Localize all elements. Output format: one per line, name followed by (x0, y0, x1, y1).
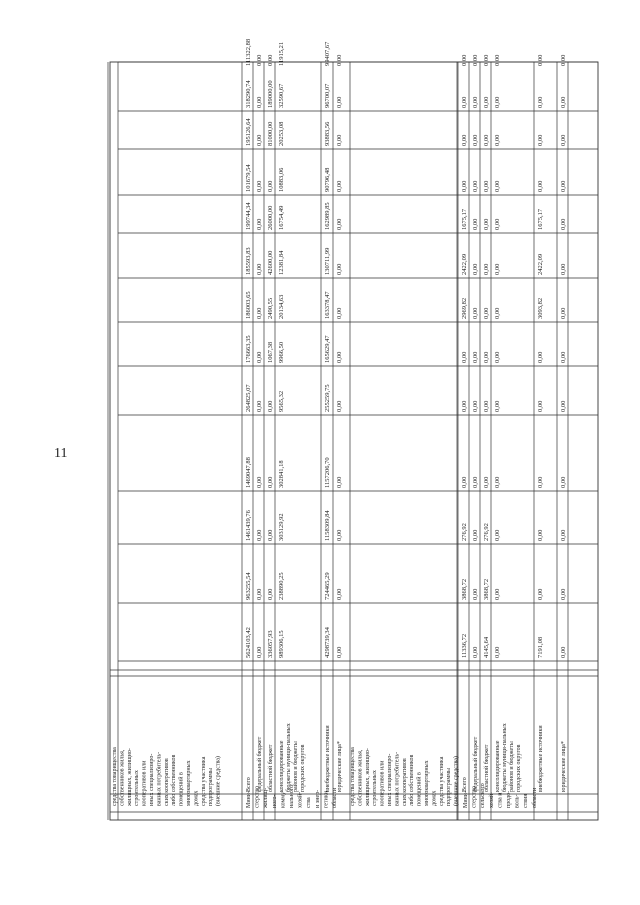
block2-value-cell: 0,00 (472, 351, 479, 363)
block2-header-line: (внешние средства) (453, 756, 460, 806)
block2-value-cell: 0,00 (560, 218, 567, 230)
block2-value-cell: 0,00 (494, 218, 501, 230)
block2-value-cell: 0,00 (537, 351, 544, 363)
block1-org-line: и энер- (314, 789, 321, 808)
block1-value-cell: 93883,56 (324, 121, 331, 146)
block1-value-cell: 0,00 (336, 646, 343, 658)
block1-value-cell: 0,00 (267, 529, 274, 541)
block1-value-cell: 0,00 (256, 307, 263, 319)
block1-header-line: многоквартирных (186, 760, 192, 806)
block2-value-cell: 0,00 (560, 476, 567, 488)
block2-value-cell: 4145,64 (483, 636, 490, 658)
block2-value-cell: 0,00 (560, 588, 567, 600)
block1-value-cell: 0,00 (336, 218, 343, 230)
block2-value-cell: 0,00 (560, 351, 567, 363)
block1-org-line: гетики (323, 790, 330, 808)
budget-table (108, 39, 598, 820)
block2-value-cell: 0,00 (483, 134, 490, 146)
block1-value-cell: 0,00 (256, 218, 263, 230)
block2-row-label: федеральный бюджет (473, 736, 479, 792)
block2-value-cell: 0,00 (537, 180, 544, 192)
block2-value-cell: 0,00 (483, 307, 490, 319)
block1-value-cell: 318290,74 (245, 80, 252, 108)
block1-value-cell: 111322,88 (245, 38, 252, 66)
block1-value-cell: 5624103,42 (245, 627, 252, 658)
block1-value-cell: 12381,84 (278, 250, 285, 275)
block1-org-line: стерство (254, 785, 261, 808)
block1-value-cell: 1157206,70 (324, 457, 331, 488)
block2-value-cell: 0,00 (461, 96, 468, 108)
block1-value-cell: 0,00 (336, 476, 343, 488)
block2-value-cell: 0,00 (472, 307, 479, 319)
block1-value-cell: 186003,65 (245, 291, 252, 319)
block2-value-cell: 0,00 (483, 400, 490, 412)
block2-header-line: многоквартирных (424, 760, 430, 806)
block1-row-label: районов и бюджеты (293, 741, 299, 792)
block1-org-line: жилищ- (263, 787, 270, 808)
block1-value-cell: 96700,07 (324, 83, 331, 108)
block2-value-cell: 0,00 (560, 134, 567, 146)
block2-header-line: иных специализиро- (387, 753, 393, 806)
block2-value-cell: 3868,72 (461, 578, 468, 600)
block1-value-cell: 189000,00 (267, 80, 274, 108)
block1-value-cell: 4298739,34 (324, 627, 331, 658)
block1-value-cell: 9966,50 (278, 341, 285, 363)
block2-value-cell: 0,00 (494, 180, 501, 192)
block2-value-cell: 0,00 (494, 134, 501, 146)
block2-value-cell: 0,00 (494, 476, 501, 488)
block2-value-cell: 0,00 (472, 529, 479, 541)
block2-value-cell: 0,00 (483, 263, 490, 275)
block1-value-cell: 238890,25 (278, 572, 285, 600)
block2-value-cell: 0,00 (537, 54, 544, 66)
block2-value-cell: 7191,08 (537, 636, 544, 658)
block1-header-line: ванных потребитель- (156, 751, 163, 806)
block1-row-label: Всего (246, 777, 252, 792)
block1-org-line: хозяй- (297, 791, 304, 808)
block1-value-cell: 0,00 (267, 54, 274, 66)
block1-value-cell: 0,00 (256, 180, 263, 192)
block2-org-line: воль- (514, 794, 521, 808)
table-border (110, 62, 598, 820)
block2-value-cell: 0,00 (461, 54, 468, 66)
block2-value-cell: 0,00 (472, 400, 479, 412)
block2-value-cell: 0,00 (461, 400, 468, 412)
block1-row-label: федеральный бюджет (257, 736, 263, 792)
block1-value-cell: 963255,54 (245, 572, 252, 600)
block2-header-line: жилищных, жилищно- (364, 748, 371, 806)
block2-header-line: средства товарищества (350, 747, 356, 806)
block2-header-line: подпрограммы (446, 767, 453, 806)
block1-value-cell: 99407,67 (324, 41, 331, 66)
block2-value-cell: 0,00 (560, 307, 567, 319)
block2-value-cell: 0,00 (461, 180, 468, 192)
block2-header-line: строительных (372, 770, 379, 806)
block2-value-cell: 0,00 (472, 263, 479, 275)
block1-header-line: (внешние средства) (215, 756, 222, 806)
block1-header-line: подпрограммы (208, 767, 215, 806)
block1-header-line: жилищных, жилищно- (126, 748, 133, 806)
block1-org-line: ного- (271, 794, 278, 808)
block2-value-cell: 0,00 (461, 476, 468, 488)
block1-header-line: помещений в (178, 772, 185, 806)
block1-value-cell: 0,00 (267, 400, 274, 412)
block2-value-cell: 0,00 (472, 54, 479, 66)
block1-value-cell: 1469047,88 (245, 457, 252, 488)
block1-header-line: строительных (134, 770, 141, 806)
block1-value-cell: 0,00 (336, 263, 343, 275)
block1-header-line: ских кооперативов (163, 758, 170, 806)
block2-value-cell: 0,00 (472, 96, 479, 108)
block1-value-cell: 0,00 (336, 54, 343, 66)
block2-value-cell: 276,92 (461, 523, 468, 541)
block1-header-line: собственников жилья, (119, 749, 126, 806)
block1-value-cell: 0,00 (336, 307, 343, 319)
block1-value-cell: 0,00 (256, 351, 263, 363)
block1-value-cell: 0,00 (336, 588, 343, 600)
block1-value-cell: 10883,06 (278, 167, 285, 192)
block2-value-cell: 3868,72 (483, 578, 490, 600)
block1-header-line: кооперативов или (141, 760, 148, 806)
block1-value-cell: 0,00 (267, 476, 274, 488)
block1-value-cell: 1067,38 (267, 341, 274, 363)
block2-value-cell: 0,00 (537, 96, 544, 108)
block1-value-cell: 264825,07 (245, 384, 252, 412)
block1-value-cell: 16754,49 (278, 205, 285, 230)
block2-value-cell: 0,00 (472, 588, 479, 600)
block1-value-cell: 0,00 (336, 134, 343, 146)
block1-value-cell: 303129,92 (278, 513, 285, 541)
block1-value-cell: 130711,99 (324, 247, 331, 275)
block1-value-cell: 162989,85 (324, 202, 331, 230)
block1-org-line: комму- (280, 789, 287, 808)
block1-header-line: средства товарищества (112, 747, 118, 806)
block2-value-cell: 0,00 (472, 134, 479, 146)
block2-value-cell: 0,00 (494, 351, 501, 363)
block1-value-cell: 302841,18 (278, 460, 285, 488)
block2-value-cell: 0,00 (537, 400, 544, 412)
block1-value-cell: 195126,64 (245, 118, 252, 146)
block2-value-cell: 0,00 (560, 96, 567, 108)
block2-value-cell: 0,00 (494, 307, 501, 319)
block1-row-label: консолидированные (279, 740, 285, 792)
block1-value-cell: 26000,00 (267, 205, 274, 230)
block1-value-cell: 0,00 (336, 180, 343, 192)
block2-value-cell: 0,00 (560, 180, 567, 192)
block2-org-line: области (531, 787, 538, 808)
block1-value-cell: 989306,15 (278, 630, 285, 658)
block1-value-cell: 9565,32 (278, 390, 285, 412)
block1-value-cell: 0,00 (336, 96, 343, 108)
block2-value-cell: 0,00 (472, 180, 479, 192)
block1-value-cell: 185593,83 (245, 247, 252, 275)
block1-header-line: средства участника (200, 756, 207, 806)
block2-value-cell: 0,00 (483, 96, 490, 108)
block1-row-label: городских округов (300, 744, 306, 792)
block1-value-cell: 81000,00 (267, 121, 274, 146)
block2-value-cell: 11336,72 (461, 633, 468, 658)
block2-value-cell: 0,00 (560, 529, 567, 541)
block1-value-cell: 1461439,76 (245, 510, 252, 541)
block1-value-cell: 32590,67 (278, 83, 285, 108)
block2-row-label: бюджеты муници-пальных (502, 723, 508, 792)
block2-value-cell: 0,00 (494, 96, 501, 108)
block1-value-cell: 724465,29 (324, 572, 331, 600)
block2-row-label: внебюджетные источники (538, 725, 544, 792)
block2-org-line: продо- (506, 790, 512, 808)
block2-value-cell: 276,92 (483, 523, 490, 541)
block2-org-line: сельского (480, 783, 487, 808)
block1-value-cell: 0,00 (256, 646, 263, 658)
block2-row-label: юридические лица* (561, 741, 567, 792)
block1-value-cell: 336057,93 (267, 630, 274, 658)
block1-value-cell: 90796,48 (324, 167, 331, 192)
block2-value-cell: 1675,17 (537, 208, 544, 230)
block2-value-cell: 0,00 (537, 476, 544, 488)
block2-value-cell: 0,00 (483, 180, 490, 192)
block2-value-cell: 0,00 (461, 134, 468, 146)
block2-value-cell: 0,00 (494, 646, 501, 658)
block1-value-cell: 0,00 (256, 400, 263, 412)
block1-value-cell: 20134,63 (278, 294, 285, 319)
block2-value-cell: 2422,09 (537, 253, 544, 275)
block1-value-cell: 0,00 (267, 588, 274, 600)
block1-value-cell: 165629,47 (324, 335, 331, 363)
block1-value-cell: 101679,54 (245, 164, 252, 192)
block2-value-cell: 1675,17 (461, 208, 468, 230)
block2-value-cell: 0,00 (472, 646, 479, 658)
block1-org-line: Мини- (246, 791, 252, 808)
block2-row-label: Всего (462, 777, 468, 792)
block1-value-cell: 199744,34 (245, 202, 252, 230)
block2-value-cell: 0,00 (537, 588, 544, 600)
block1-value-cell: 0,00 (336, 351, 343, 363)
block1-value-cell: 1158309,84 (324, 510, 331, 541)
block2-org-line: ства и (497, 792, 504, 808)
block2-value-cell: 0,00 (560, 263, 567, 275)
block2-header-line: либо собственников (409, 754, 416, 806)
block1-value-cell: 0,00 (336, 400, 343, 412)
block2-header-line: кооперативов или (379, 760, 386, 806)
block1-value-cell: 176663,35 (245, 335, 252, 363)
block2-org-line: Мини- (463, 791, 469, 808)
block1-value-cell: 0,00 (256, 476, 263, 488)
block2-header-line: ских кооперативов (401, 758, 408, 806)
block2-value-cell: 0,00 (537, 529, 544, 541)
block2-value-cell: 0,00 (494, 400, 501, 412)
block2-org-line: ствия (523, 793, 530, 808)
block2-header-line: средства участника (438, 756, 445, 806)
block1-value-cell: 0,00 (256, 134, 263, 146)
block1-header-line: иных специализиро- (149, 753, 155, 806)
block1-value-cell: 0,00 (256, 54, 263, 66)
block1-org-line: нального (289, 784, 295, 808)
block1-value-cell: 0,00 (256, 263, 263, 275)
block2-value-cell: 2969,82 (461, 297, 468, 319)
block2-row-label: городских округов (516, 744, 522, 792)
block2-org-line: стерство (471, 785, 478, 808)
block2-value-cell: 0,00 (560, 646, 567, 658)
block2-value-cell: 0,00 (494, 263, 501, 275)
block1-row-label: бюджеты муници-пальных (286, 723, 292, 792)
block1-value-cell: 163378,47 (324, 291, 331, 319)
block2-value-cell: 0,00 (461, 351, 468, 363)
block2-row-label: областной бюджет (484, 744, 490, 792)
block2-header-line: домах (431, 790, 438, 806)
block2-row-label: консолидированные (495, 740, 501, 792)
block1-value-cell: 0,00 (256, 588, 263, 600)
block2-header-line: ванных потребитель- (394, 751, 401, 806)
block1-value-cell: 2490,55 (267, 297, 274, 319)
block1-value-cell: 0,00 (256, 96, 263, 108)
block2-header-line: помещений в (416, 772, 423, 806)
block1-row-label: юридические лица* (337, 741, 343, 792)
page-number: 11 (54, 446, 68, 461)
block1-header-line: либо собственников (171, 754, 178, 806)
block2-value-cell: 3093,82 (537, 297, 544, 319)
block2-value-cell: 0,00 (494, 588, 501, 600)
block2-value-cell: 0,00 (483, 351, 490, 363)
block1-row-label: областной бюджет (268, 744, 274, 792)
block2-value-cell: 0,00 (483, 218, 490, 230)
block1-value-cell: 0,00 (267, 180, 274, 192)
block1-value-cell: 42600,00 (267, 250, 274, 275)
block1-value-cell: 11915,21 (278, 41, 285, 66)
block2-value-cell: 0,00 (560, 54, 567, 66)
block2-value-cell: 0,00 (560, 400, 567, 412)
block2-value-cell: 0,00 (494, 54, 501, 66)
block1-org-line: области (332, 787, 338, 808)
block1-header-line: домах (193, 790, 200, 806)
block1-value-cell: 20253,08 (278, 121, 285, 146)
block2-org-line: хозяй- (488, 791, 495, 808)
block1-value-cell: 0,00 (336, 529, 343, 541)
block2-value-cell: 0,00 (472, 476, 479, 488)
block2-header-line: собственников жилья, (357, 749, 364, 806)
block2-value-cell: 0,00 (494, 529, 501, 541)
block2-row-label: районов и бюджеты (509, 741, 515, 792)
block2-value-cell: 0,00 (472, 218, 479, 230)
block1-org-line: ства (306, 797, 313, 808)
block2-value-cell: 2422,09 (461, 253, 468, 275)
block1-value-cell: 0,00 (256, 529, 263, 541)
block1-row-label: внебюджетные источники (325, 725, 331, 792)
block2-value-cell: 0,00 (537, 134, 544, 146)
block2-value-cell: 0,00 (483, 476, 490, 488)
block1-value-cell: 255259,75 (324, 384, 331, 412)
block2-value-cell: 0,00 (483, 54, 490, 66)
